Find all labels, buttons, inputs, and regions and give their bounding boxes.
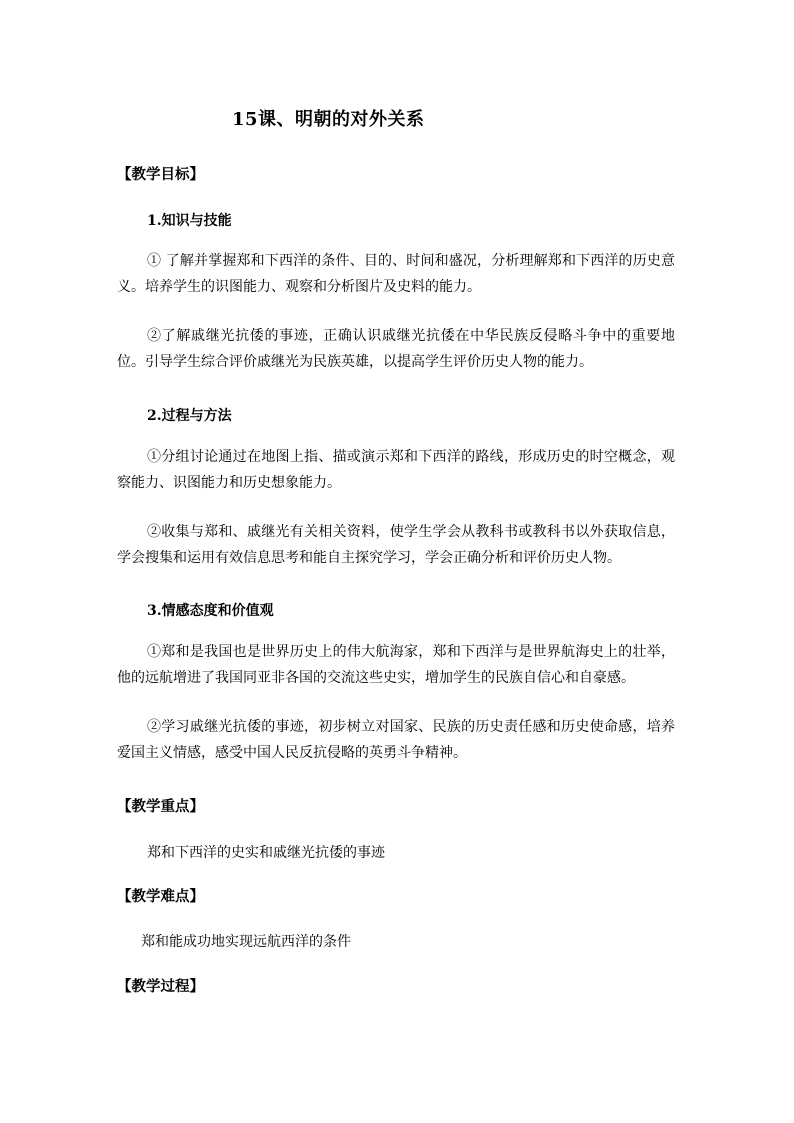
knowledge-skills-heading: 1.知识与技能 [147, 213, 232, 229]
values-heading: 3.情感态度和价值观 [147, 603, 274, 619]
key-points-heading: 【教学重点】 [117, 798, 204, 815]
values-paragraph-1: ①郑和是我国也是世界历史上的伟大航海家，郑和下西洋与是世界航海史上的壮举，他的远航增进了我国同亚非各国的交流这些史实，增加学生的民族自信心和自豪感。 [117, 644, 675, 686]
process-methods-heading: 2.过程与方法 [147, 408, 232, 424]
values-paragraph-2: ②学习戚继光抗倭的事迹，初步树立对国家、民族的历史责任感和历史使命感，培养爱国主义情感，感受中国人民反抗侵略的英勇斗争精神。 [117, 719, 675, 761]
knowledge-paragraph-2: ②了解戚继光抗倭的事迹，正确认识戚继光抗倭在中华民族反侵略斗争中的重要地位。引导学生综合评价戚继光为民族英雄，以提高学生评价历史人物的能力。 [117, 328, 675, 370]
process-paragraph-2: ②收集与郑和、戚继光有关相关资料，使学生学会从教科书或教科书以外获取信息，学会搜集和运用有效信息思考和能自主探究学习，学会正确分析和评价历史人物。 [117, 524, 675, 566]
key-points-text: 郑和下西洋的史实和戚继光抗倭的事迹 [147, 845, 385, 861]
process-paragraph-1: ①分组讨论通过在地图上指、描或演示郑和下西洋的路线，形成历史的时空概念，观察能力、识图能力和历史想象能力。 [117, 449, 675, 491]
teaching-process-heading: 【教学过程】 [117, 978, 204, 995]
knowledge-paragraph-1: ① 了解并掌握郑和下西洋的条件、目的、时间和盛况，分析理解郑和下西洋的历史意义。培养学生的识图能力、观察和分析图片及史料的能力。 [117, 253, 675, 295]
difficulty-text: 郑和能成功地实现远航西洋的条件 [141, 934, 351, 950]
document-title: 15课、明朝的对外关系 [232, 109, 425, 130]
difficulty-heading: 【教学难点】 [117, 888, 204, 905]
teaching-goals-heading: 【教学目标】 [117, 166, 204, 183]
